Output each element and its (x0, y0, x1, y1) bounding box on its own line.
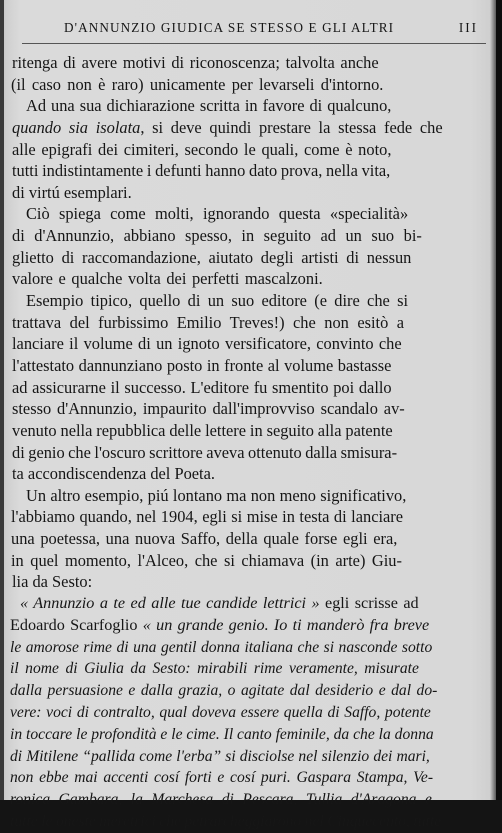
text-line: Un altro esempio, piú lontano ma non meno significativo, (26, 485, 407, 505)
letter-quotation (10, 593, 486, 833)
page-binding-edge (0, 0, 4, 800)
text-line: ritenga di avere motivi di riconoscenza; talvolta anche (12, 53, 379, 72)
header-rule (22, 43, 486, 44)
italic-phrase: quando sia isolata (12, 117, 141, 137)
text-line: vere: voci di contralto, qual doveva essere quella di Saffo, potente (10, 704, 431, 721)
text-line: ta accondiscendenza del Poeta. (12, 464, 215, 484)
text-line: Esempio tipico, quello di un suo editore (e dire che si (26, 291, 409, 311)
text-line: (il caso non è raro) unicamente per levarseli d'intorno. (11, 74, 384, 94)
text-line: ronica Gambara, la Marchesa di Pescara, Tullia d'Aragona e (10, 791, 432, 809)
quote-italic-opening: « Annunzio a te ed alle tue candide lettrici » (20, 594, 320, 613)
text-line: glietto di raccomandazione, aiutato degli artisti di nessun (12, 247, 412, 267)
quote-paragraph (10, 593, 486, 833)
text-line: in quel momento, l'Alceo, che si chiamava (in arte) Giu- (11, 550, 402, 570)
text-line: di d'Annunzio, abbiano spesso, in seguito ad un suo bi- (12, 226, 422, 246)
text-line: l'abbiamo quando, nel 1904, egli si mise in testa di lanciare (11, 507, 404, 527)
text-line (10, 117, 486, 139)
text-line: tutti indistintamente i defunti hanno dato prova, nella vita, (12, 161, 391, 181)
paragraph-5 (10, 485, 486, 593)
text-line: lanciare il volume di un ignoto versificatore, convinto che (12, 334, 402, 354)
running-title: D'ANNUNZIO GIUDICA SE STESSO E GLI ALTRI (64, 20, 395, 35)
text-line: Ad una sua dichiarazione scritta in favore di qualcuno, (26, 96, 392, 116)
quote-italic-fragment: « un grande genio. Io ti manderò fra breve (142, 615, 430, 634)
text-line: lia da Sesto: (12, 572, 93, 592)
text-line: alle epigrafi dei cimiteri, secondo le quali, come è noto, (12, 139, 392, 159)
text-line: di genio che l'oscuro scrittore aveva ottenuto dalla smisura- (12, 442, 398, 462)
text-fragment: Edoardo Scarfoglio (10, 615, 143, 634)
text-line: le amorose rime di una gentil donna italiana che si nasconde sotto (10, 638, 433, 656)
text-line: una poetessa, una nuova Saffo, della quale forse egli era, (11, 529, 398, 549)
text-line: l'attestato dannunziano posto in fronte al volume bastasse (12, 355, 392, 375)
text-line (10, 593, 486, 615)
text-line: dalla persuasione e dalla grazia, o agitate dal desiderio e dal do- (10, 682, 438, 700)
text-line: non ebbe mai accenti cosí forti e cosí puri. Gaspara Stampa, Ve- (10, 769, 434, 787)
text-line: venuto nella repubblica delle lettere in seguito alla patente (12, 420, 393, 440)
body-text (10, 52, 486, 833)
paragraph-1 (10, 52, 486, 95)
paragraph-2 (10, 95, 486, 203)
text-line: stesso d'Annunzio, impaurito dall'improvviso scandalo av- (12, 399, 405, 419)
text-line: tutte le oneste meretrici che petrarcheggiarono nel Cinquecento, tutte (10, 812, 442, 830)
paragraph-3 (10, 203, 486, 290)
text-line: Ciò spiega come molti, ignorando questa «specialità» (26, 204, 409, 224)
text-line: di virtú esemplari. (12, 182, 132, 202)
text-fragment: , si deve quindi prestare la stessa fede che (140, 117, 443, 137)
page-number: III (458, 20, 478, 35)
text-line: trattava del furbissimo Emilio Treves!) che non esitò a (12, 312, 405, 332)
text-line (10, 615, 486, 637)
text-line: valore e qualche volta dei perfetti mascalzoni. (12, 269, 323, 289)
page-shadow-edge (496, 0, 502, 800)
text-line: ad assicurarne il successo. L'editore fu smentito poi dallo (12, 377, 392, 397)
text-line: in toccare le profondità e le cime. Il canto feminile, da che la donna (10, 725, 434, 743)
text-fragment: egli scrisse ad (319, 594, 419, 613)
running-header (62, 18, 482, 38)
text-line: il nome di Giulia da Sesto: mirabili rime veramente, misurate (10, 660, 419, 678)
text-line: di Mitilene “pallida come l'erba” si disciolse nel silenzio dei mari, (10, 747, 430, 765)
paragraph-4 (10, 290, 486, 485)
